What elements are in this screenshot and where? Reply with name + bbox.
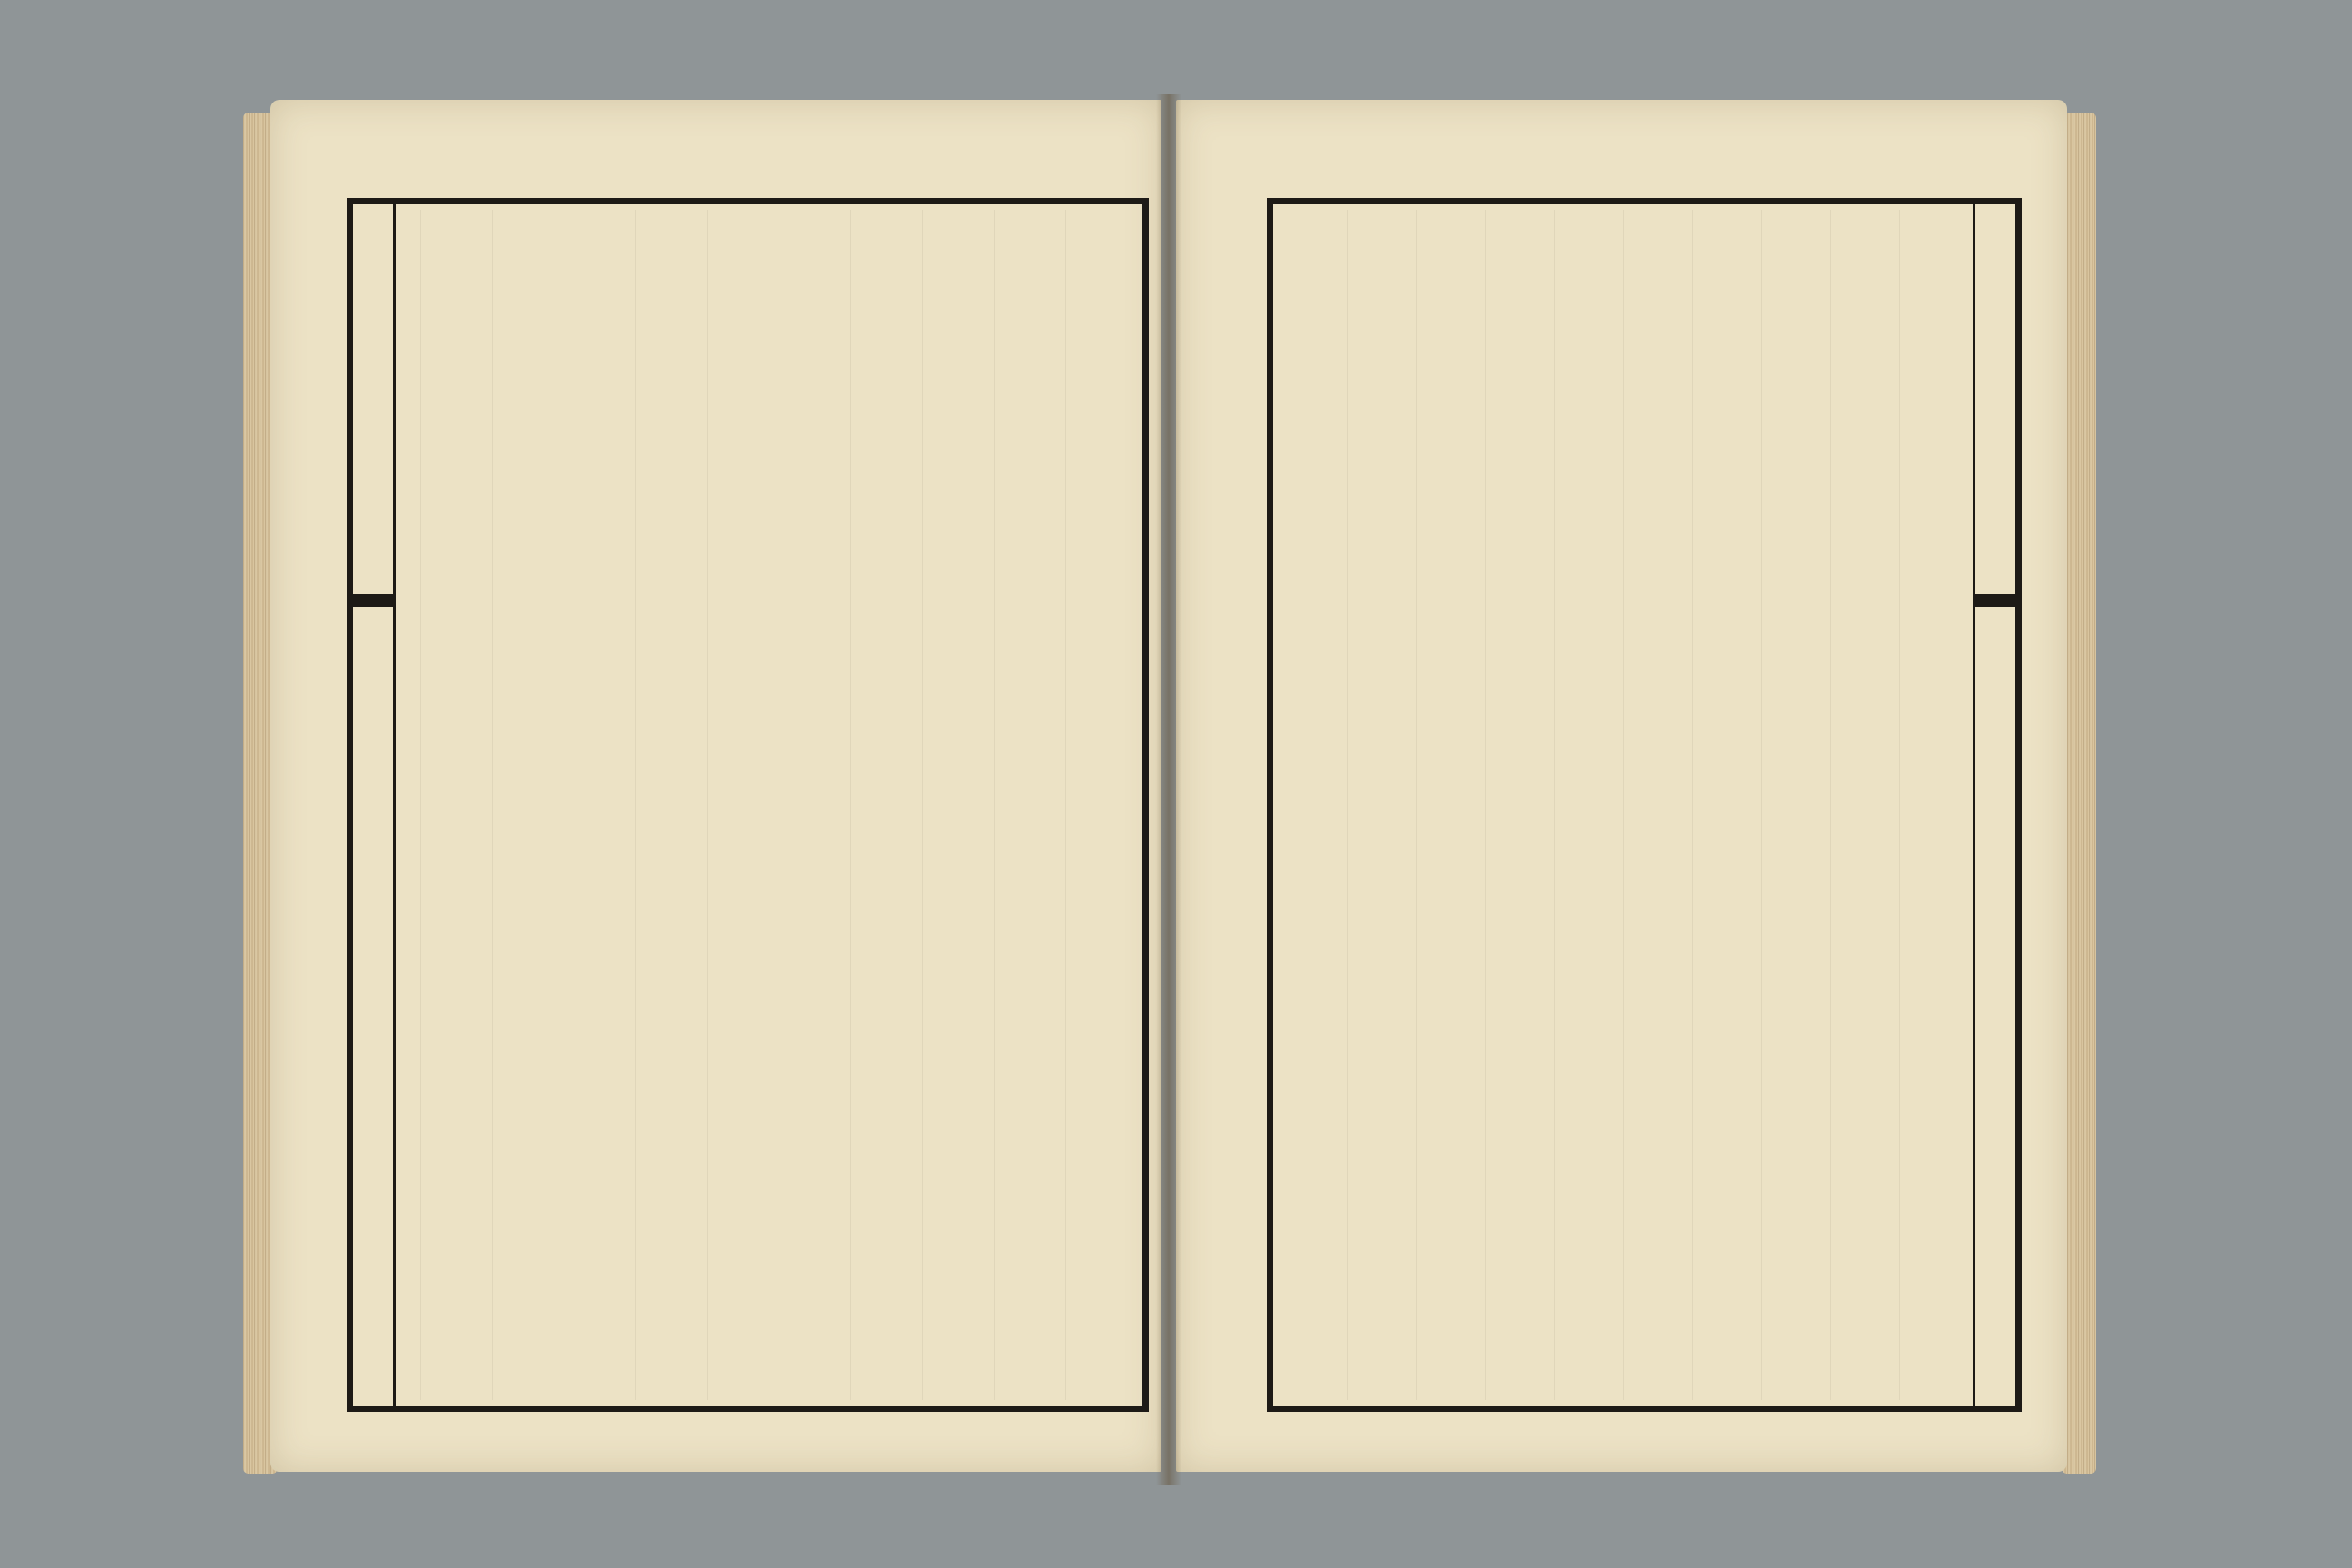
right-margin-column <box>1973 204 2015 1406</box>
open-book <box>243 94 2096 1485</box>
right-text-column <box>1416 210 1485 1400</box>
book-gutter <box>1156 94 1181 1485</box>
right-text-column <box>1830 210 1899 1400</box>
right-text-column <box>1554 210 1623 1400</box>
left-text-column <box>779 210 850 1400</box>
right-text-column <box>1761 210 1830 1400</box>
left-print-frame <box>347 198 1149 1412</box>
left-text-column <box>420 210 492 1400</box>
left-text-column <box>707 210 779 1400</box>
right-text-block <box>1279 210 1968 1400</box>
right-text-column <box>1692 210 1761 1400</box>
left-hashira-text <box>357 210 389 591</box>
right-text-column <box>1899 210 1968 1400</box>
left-text-column <box>850 210 922 1400</box>
right-folio <box>1979 1112 2012 1257</box>
right-text-column <box>1279 210 1348 1400</box>
left-fishtail-mark <box>353 594 393 607</box>
left-text-column <box>564 210 635 1400</box>
left-page <box>270 100 1161 1472</box>
left-text-column <box>492 210 564 1400</box>
right-text-column <box>1348 210 1416 1400</box>
right-text-column <box>1485 210 1554 1400</box>
right-print-frame <box>1267 198 2022 1412</box>
right-text-column <box>1623 210 1692 1400</box>
left-text-column <box>635 210 707 1400</box>
right-fishtail-mark <box>1975 594 2015 607</box>
left-text-column <box>994 210 1065 1400</box>
right-hashira-text <box>1979 210 2012 591</box>
left-text-column <box>922 210 994 1400</box>
left-folio <box>357 1257 389 1384</box>
left-text-block <box>400 210 1137 1400</box>
left-text-column <box>1065 210 1137 1400</box>
left-margin-column <box>353 204 396 1406</box>
right-page <box>1176 100 2067 1472</box>
